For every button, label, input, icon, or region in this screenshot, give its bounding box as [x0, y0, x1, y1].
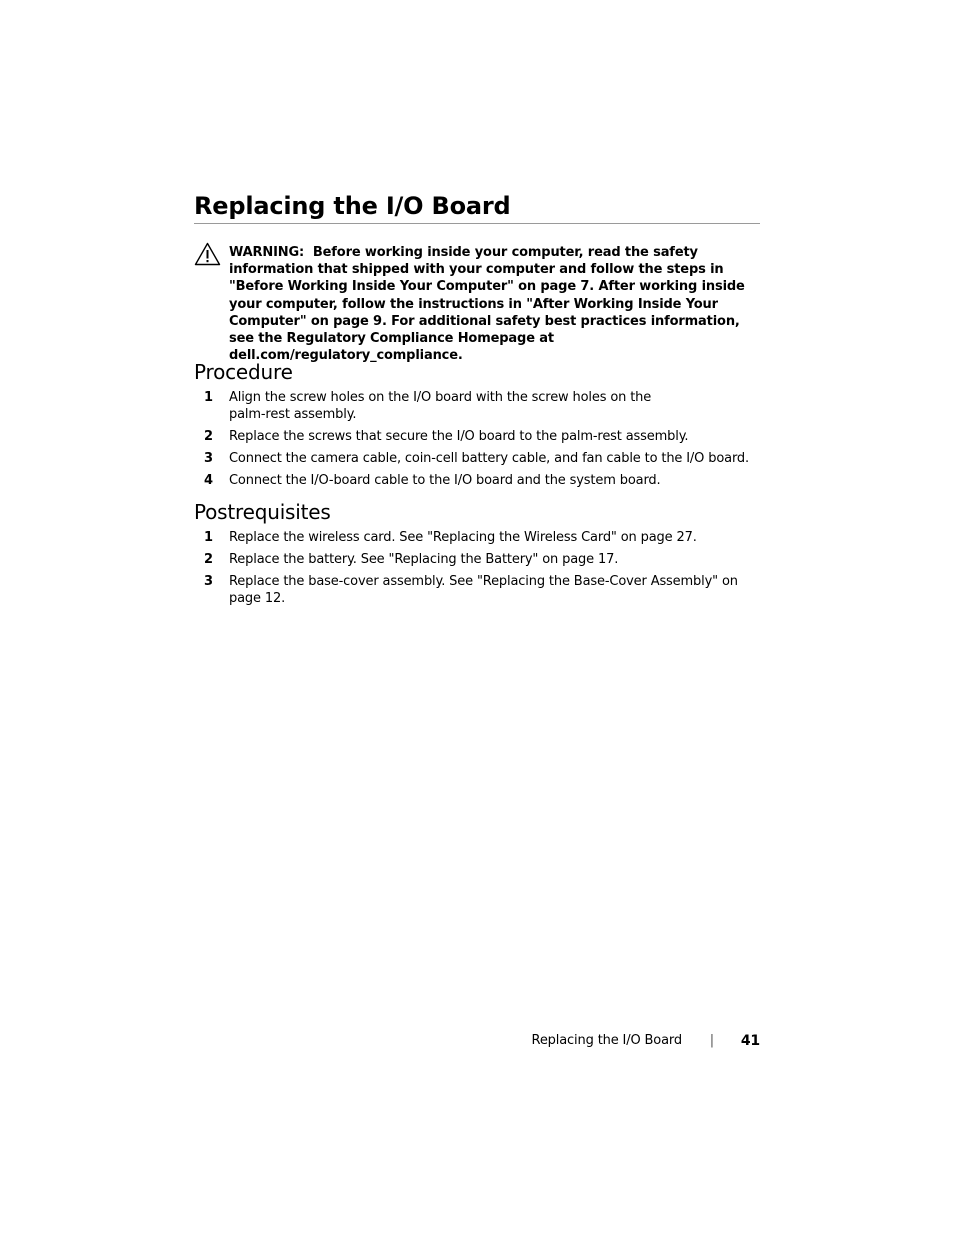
step-text: Replace the wireless card. See "Replacing the Wireless Card" on page 27. — [229, 530, 697, 545]
page-title: Replacing the I/O Board — [194, 192, 511, 220]
step-text: Replace the screws that secure the I/O board to the palm-rest assembly. — [229, 429, 689, 444]
title-divider — [194, 223, 760, 224]
step-text: Replace the battery. See "Replacing the Battery" on page 17. — [229, 551, 619, 567]
step-text: Connect the I/O-board cable to the I/O board and the system board. — [229, 472, 661, 488]
step-number: 2 — [204, 551, 213, 567]
step-number: 2 — [204, 429, 213, 444]
procedure-heading: Procedure — [194, 360, 293, 384]
step-number: 1 — [204, 390, 213, 405]
postrequisite-step — [194, 529, 760, 546]
postrequisites-heading: Postrequisites — [194, 500, 331, 524]
footer-title: Replacing the I/O Board — [531, 1033, 682, 1048]
page-footer — [194, 1032, 760, 1050]
step-text: Connect the camera cable, coin-cell battery cable, and fan cable to the I/O board. — [229, 450, 749, 466]
warning-text — [229, 244, 764, 364]
procedure-steps — [194, 389, 760, 493]
postrequisites-steps — [194, 529, 760, 612]
postrequisite-step — [194, 551, 760, 568]
procedure-step — [194, 450, 760, 467]
step-number: 3 — [204, 573, 213, 589]
footer-separator: | — [709, 1033, 714, 1048]
step-text: Replace the base-cover assembly. See "Replacing the Base-Cover Assembly" on page 12. — [229, 573, 738, 606]
warning-triangle-icon — [194, 242, 221, 266]
step-number: 3 — [204, 450, 213, 466]
page-number: 41 — [740, 1033, 760, 1049]
procedure-step — [194, 428, 760, 445]
step-number: 4 — [204, 472, 213, 488]
step-text: Align the screw holes on the I/O board with the screw holes on the palm-rest assembly. — [229, 390, 652, 423]
postrequisite-step — [194, 573, 760, 607]
procedure-step — [194, 389, 760, 423]
procedure-step — [194, 472, 760, 489]
warning-label: WARNING: — [229, 245, 305, 260]
step-number: 1 — [204, 530, 213, 545]
warning-body: Before working inside your computer, read the safety information that shipped with your computer and follow the steps in "Before Working Inside Your Computer" on page 7. After working inside your computer, follow the instructions in "After Working Inside Your Computer" on page 9. For additional safety best practices information, see the Regulatory Compliance Homepage at dell.com/regulatory_compliance. — [229, 245, 745, 364]
